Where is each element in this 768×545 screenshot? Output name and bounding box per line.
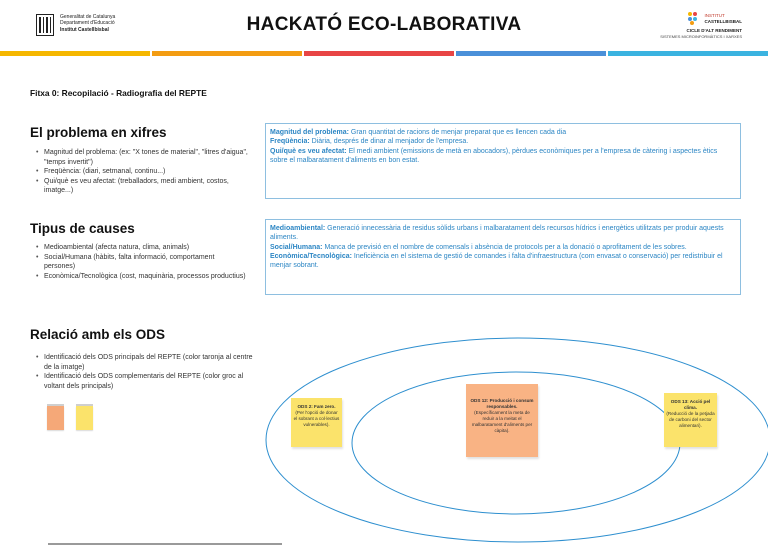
sticky-body: (Específicament la meta de reduir a la meitat el malbaratament d'aliments per càpita). xyxy=(471,410,533,433)
answer-text: Generació innecessària de residus sòlids urbans i malbaratament dels recursos hídrics i energètics utilitzats per produir aquests aliments. xyxy=(270,225,724,242)
sticky-title: ODS 2: Fam zero. xyxy=(297,404,336,409)
answer-text: Diària, després de dinar al menjador de l'empresa. xyxy=(309,138,469,146)
answer-label: Magnitud del problema: xyxy=(270,129,349,136)
section-title-problem: El problema en xifres xyxy=(30,125,167,140)
org-line-1: Generalitat de Catalunya xyxy=(60,14,116,20)
sticky-body: (Per l'opció de donar el sobrant a col·lectius vulnerables). xyxy=(293,410,340,427)
list-item: • Econòmica/Tecnològica (cost, maquinària, processos productius) xyxy=(36,272,246,282)
answer-label: Freqüència: xyxy=(270,138,310,146)
sticky-title: ODS 12: Producció i consum responsables. xyxy=(470,398,534,409)
sticky-note-ods-2[interactable] xyxy=(291,398,342,447)
institute-name: CASTELLBISBAL xyxy=(704,18,742,24)
cycle-sub-label: SISTEMES MICROINFORMÀTICS I XARXES xyxy=(660,34,742,39)
list-item: • Identificació dels ODS principals del REPTE (color taronja al centre de la imatge) xyxy=(36,353,256,372)
list-item: • Freqüència: (diari, setmanal, continu...) xyxy=(36,167,254,177)
page-title: HACKATÓ ECO-LABORATIVA xyxy=(246,14,522,35)
list-item: • Medioambiental (afecta natura, clima, animals) xyxy=(36,243,246,253)
sticky-note-ods-12[interactable] xyxy=(466,384,538,457)
org-line-3: Institut Castellbisbal xyxy=(60,26,109,33)
org-line-2: Departament d'Educació xyxy=(60,20,115,27)
institute-small-label: INSTITUT xyxy=(704,13,725,19)
answer-label: Econòmica/Tecnològica: xyxy=(270,252,352,260)
answer-label: Qui/què es veu afectat: xyxy=(270,147,347,155)
list-item: • Magnitud del problema: (ex: "X tones de material", "litres d'aigua", "temps invertit") xyxy=(36,148,254,167)
answer-text: Manca de previsió en el nombre de comensals i absència de protocols per a la donació o aprofitament de les sobres. xyxy=(322,243,687,251)
fitxa-title: Fitxa 0: Recopilació - Radiografia del REPTE xyxy=(30,88,207,98)
section-title-causes: Tipus de causes xyxy=(30,221,135,236)
sticky-note-ods-13[interactable] xyxy=(664,393,717,447)
answer-text: El medi ambient (emissions de metà en abocadors), pèrdues econòmiques per a l'empresa de càtering i aspectes ètics sobre el malbaratament d'aliments en bon estat. xyxy=(270,147,718,164)
sticky-title: ODS 13: Acció pel clima. xyxy=(670,399,711,410)
sticky-body: (Reducció de la petjada de carboni del sector alimentari). xyxy=(666,411,715,428)
cycle-label: CICLE D'ALT RENDIMENT xyxy=(686,28,742,33)
list-item: • Identificació dels ODS complementaris del REPTE (color groc al voltant dels principals) xyxy=(36,372,256,391)
answer-label: Social/Humana: xyxy=(270,243,323,251)
list-item: • Social/Humana (hàbits, falta informació, comportament persones) xyxy=(36,253,246,272)
answer-text: Gran quantitat de racions de menjar preparat que es llencen cada dia xyxy=(348,129,567,136)
list-item: • Qui/què es veu afectat: (treballadors, medi ambient, costos, imatge...) xyxy=(36,177,254,196)
section-title-ods: Relació amb els ODS xyxy=(30,327,166,342)
answer-label: Medioambiental: xyxy=(270,225,326,232)
answer-text: Ineficiència en el sistema de gestió de comandes i falta d'infraestructura (com envasat o conservació) per redistribuir el menjar sobrant. xyxy=(270,252,723,270)
